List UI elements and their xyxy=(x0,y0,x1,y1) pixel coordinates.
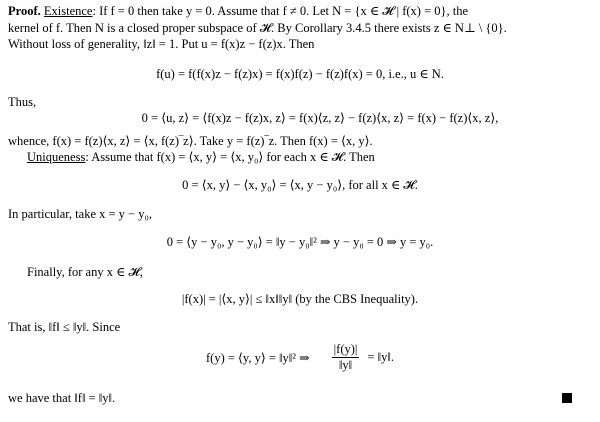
uniqueness-label: Uniqueness xyxy=(27,150,86,164)
proof-line-3: Without loss of generality, ‖z‖ = 1. Put u = f(x)z − f(z)x. Then xyxy=(8,37,315,51)
particular-line: In particular, take x = y − y₀, xyxy=(8,207,152,221)
proof-line-2: kernel of f. Then N is a closed proper subspace of 𝓗. By Corollary 3.4.5 there exists z ∈ N⊥ \ {0}. xyxy=(8,21,507,35)
qed-square-icon xyxy=(562,393,572,403)
equation-cbs: |f(x)| = |⟨x, y⟩| ≤ ‖x‖‖y‖ (by the CBS Inequality). xyxy=(181,292,419,306)
thus-label: Thus, xyxy=(8,95,37,109)
proof-line-1 xyxy=(8,3,590,19)
equation-difference: 0 = ⟨x, y⟩ − ⟨x, y₀⟩ = ⟨x, y − y₀⟩, for all x ∈ 𝓗. xyxy=(182,178,418,192)
finally-line: Finally, for any x ∈ 𝓗, xyxy=(27,265,143,279)
uniqueness-line xyxy=(27,149,590,165)
fraction-denominator: ‖y‖ xyxy=(338,358,353,372)
equation-inner-product: 0 = ⟨u, z⟩ = ⟨f(x)z − f(z)x, z⟩ = f(x)⟨z, z⟩ − f(z)⟨x, z⟩ = f(x) − f(z)⟨x, z⟩, xyxy=(141,111,499,125)
fraction-numerator: |f(y)| xyxy=(333,342,358,356)
conclusion-line: we have that ‖f‖ = ‖y‖. xyxy=(8,391,116,405)
whence-line: whence, f(x) = f(z)⟨x, z⟩ = ⟨x, f(z)‾z⟩. Take y = f(z)‾z. Then f(x) = ⟨x, y⟩. xyxy=(8,134,373,148)
proof-label: Proof. xyxy=(8,4,41,18)
thatis-line: That is, ‖f‖ ≤ ‖y‖. Since xyxy=(8,320,121,334)
fraction xyxy=(332,342,360,373)
equation-norm-zero: 0 = ⟨y − y₀, y − y₀⟩ = ‖y − y₀‖² ⇒ y − y₀ = 0 ⇒ y = y₀. xyxy=(166,235,434,249)
fraction-left: f(y) = ⟨y, y⟩ = ‖y‖² ⇒ xyxy=(206,350,310,365)
equation-fu: f(u) = f(f(x)z − f(z)x) = f(x)f(z) − f(z)f(x) = 0, i.e., u ∈ N. xyxy=(156,67,444,81)
existence-text: : If f = 0 then take y = 0. Assume that f ≠ 0. Let N = {x ∈ 𝓗 | f(x) = 0}, the xyxy=(92,4,469,18)
existence-label: Existence xyxy=(43,4,93,18)
uniqueness-text: : Assume that f(x) = ⟨x, y⟩ = ⟨x, y₀⟩ for each x ∈ 𝓗. Then xyxy=(85,150,375,164)
equation-fraction xyxy=(0,342,600,373)
fraction-right: = ‖y‖. xyxy=(367,350,394,364)
